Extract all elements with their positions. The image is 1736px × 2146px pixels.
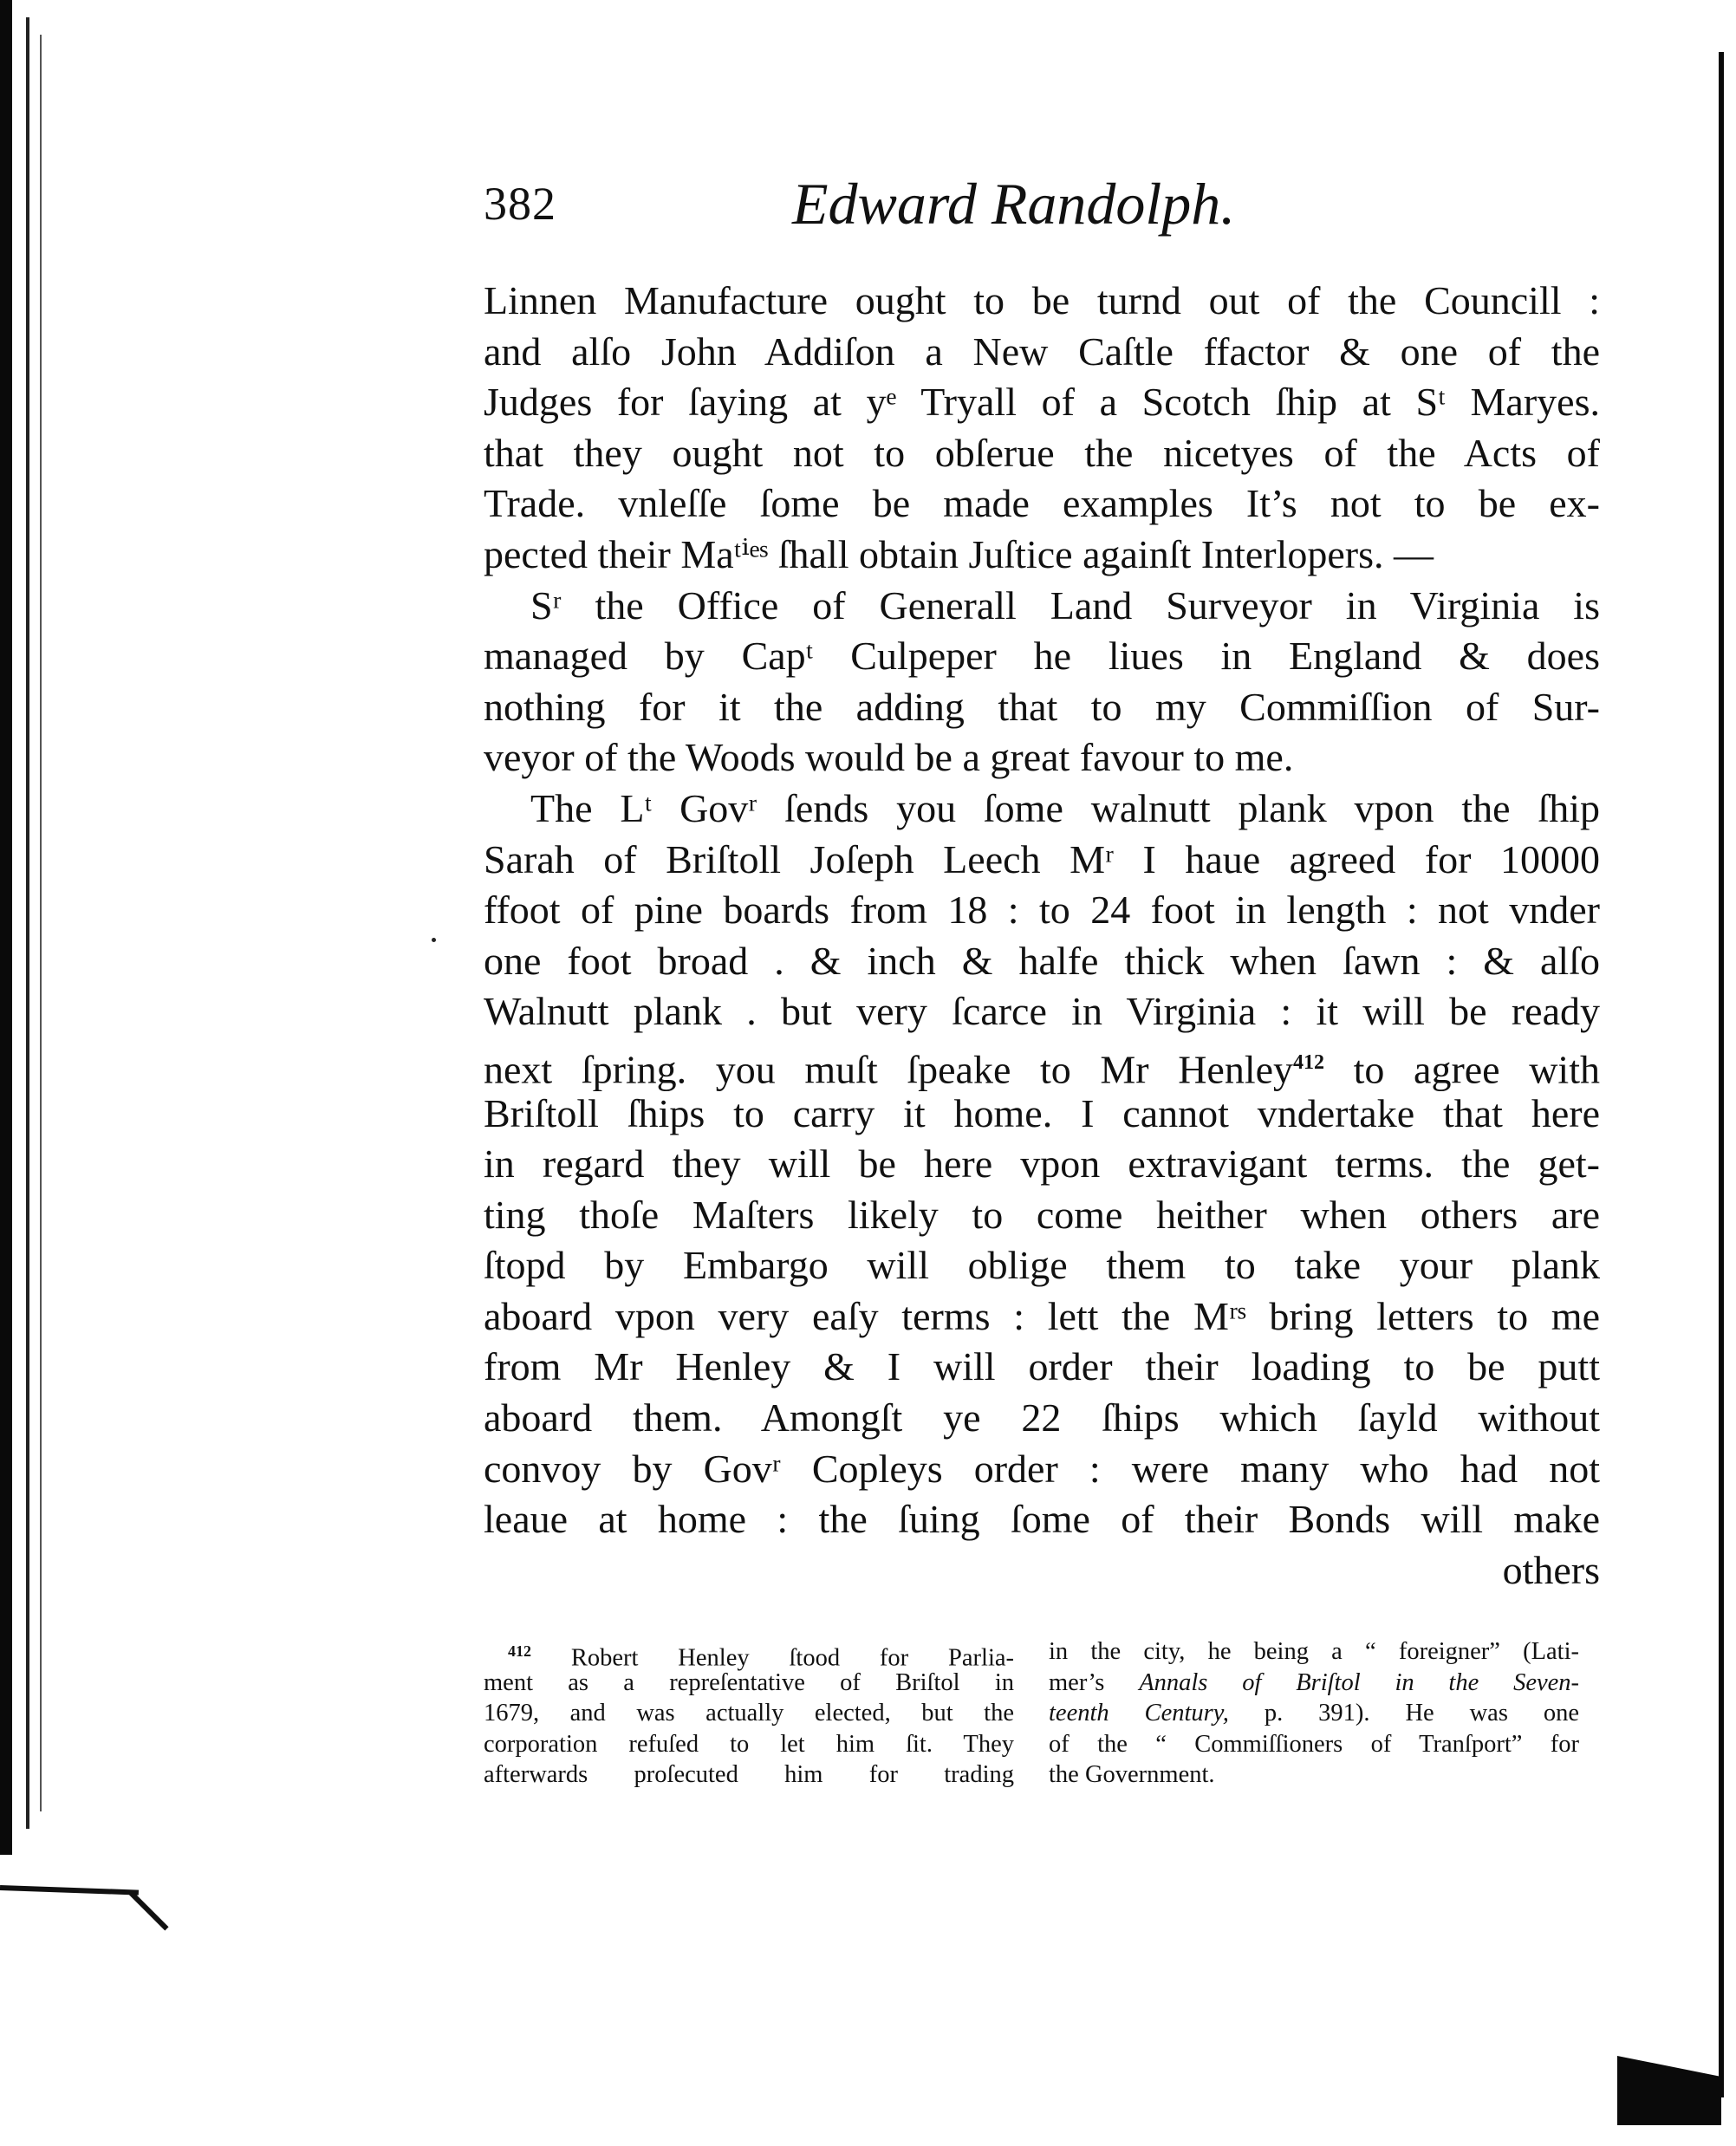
footnote-column-left xyxy=(484,1636,1014,1791)
footnote xyxy=(484,1636,1600,1792)
scan-edge-left-line xyxy=(40,35,42,1811)
text-line: Linnen Manufacture ought to be turnd out of the Councill : xyxy=(484,278,1600,322)
scan-edge-left xyxy=(0,0,12,1855)
text-line: Judges for ſaying at yᵉ Tryall of a Scotch ſhip at Sᵗ Maryes. xyxy=(484,380,1600,425)
footnote-line xyxy=(1049,1668,1579,1699)
text-line: ffoot of pine boards from 18 : to 24 foot in length : not vnder xyxy=(484,888,1600,933)
footnote-line: ment as a repreſentative of Briſtol in xyxy=(484,1668,1014,1696)
text-line xyxy=(484,1037,1600,1092)
text-line: convoy by Govʳ Copleys order : were many who had not xyxy=(484,1446,1600,1491)
page-title: Edward Randolph. xyxy=(792,171,1236,237)
footnote-citation-title: teenth Century, xyxy=(1049,1700,1229,1727)
text-line: ſtopd by Embargo will oblige them to take your plank xyxy=(484,1243,1600,1288)
text-segment: next ſpring. you muſt ſpeake to Mr Henley xyxy=(484,1047,1294,1092)
text-line: from Mr Henley & I will order their loading to be putt xyxy=(484,1344,1600,1389)
text-line: that they ought not to obſerue the nicetyes of the Acts of xyxy=(484,430,1600,475)
text-line: leaue at home : the ſuing ſome of their Bonds will make xyxy=(484,1497,1600,1542)
text-line: and alſo John Addiſon a New Caſtle ffactor & one of the xyxy=(484,328,1600,374)
text-line: ting thoſe Maſters likely to come heither when others are xyxy=(484,1192,1600,1237)
text-line: in regard they will be here vpon extravigant terms. the get- xyxy=(484,1141,1600,1187)
scan-edge-mark xyxy=(128,1890,169,1931)
text-line: aboard them. Amongſt ye 22 ſhips which ſayld without xyxy=(484,1395,1600,1440)
text-line: Sarah of Briſtoll Joſeph Leech Mʳ I haue agreed for 10000 xyxy=(484,836,1600,881)
text-line: aboard vpon very eaſy terms : lett the Mʳˢ bring letters to me xyxy=(484,1293,1600,1338)
footnote-text: Robert Henley ſtood for Parlia- xyxy=(570,1644,1015,1672)
footnote-marker: 412 xyxy=(508,1642,531,1660)
scan-speck xyxy=(432,938,436,942)
text-line: managed by Capᵗ Culpeper he liues in England & does xyxy=(484,634,1600,679)
footnote-line: in the city, he being a “ foreigner” (Lati- xyxy=(1049,1638,1579,1665)
footnote-reference: 412 xyxy=(1293,1050,1325,1074)
footnote-line: afterwards proſecuted him for trading xyxy=(484,1761,1014,1788)
text-line: Walnutt plank . but very ſcarce in Virginia : it will be ready xyxy=(484,989,1600,1034)
footnote-line xyxy=(1049,1698,1579,1729)
text-line: Sʳ the Office of Generall Land Surveyor in Virginia is xyxy=(530,582,1600,628)
footnote-citation-title: Annals of Briſtol in the Seven- xyxy=(1139,1668,1580,1696)
footnote-column-right xyxy=(1049,1636,1579,1791)
footnote-line: the Government. xyxy=(1049,1761,1215,1788)
text-line: The Lᵗ Govʳ ſends you ſome walnutt plank vpon the ſhip xyxy=(530,785,1600,830)
footnote-line: of the “ Commiſſioners of Tranſport” for xyxy=(1049,1730,1579,1758)
running-head xyxy=(484,170,1602,239)
text-line: one foot broad . & inch & halfe thick when ſawn : & alſo xyxy=(484,938,1600,983)
text-line: veyor of the Woods would be a great favour to me. xyxy=(484,735,1294,780)
text-line: nothing for it the adding that to my Commiſſion of Sur- xyxy=(484,684,1600,729)
scan-edge-mark xyxy=(0,1885,139,1896)
text-line: Trade. vnleſſe ſome be made examples It’s not to be ex- xyxy=(484,481,1600,526)
footnote-line: 1679, and was actually elected, but the xyxy=(484,1700,1014,1727)
text-segment: to agree with xyxy=(1353,1047,1600,1092)
footnote-line xyxy=(484,1636,1015,1672)
scan-edge-corner xyxy=(1617,2056,1721,2125)
text-line: Briſtoll ſhips to carry it home. I cannot vndertake that here xyxy=(484,1090,1600,1135)
page-number: 382 xyxy=(484,178,556,230)
body-text xyxy=(484,276,1600,1596)
footnote-text: p. 391). He was one xyxy=(1264,1700,1579,1727)
scan-edge-left-line xyxy=(26,17,29,1829)
footnote-line: corporation refuſed to let him ſit. They xyxy=(484,1730,1014,1758)
scan-edge-right xyxy=(1719,52,1724,2097)
text-line: pected their Maᵗⁱᵉˢ ſhall obtain Juſtice againſt Interlopers. — xyxy=(484,531,1434,576)
footnote-text: mer’s xyxy=(1049,1668,1105,1696)
catchword: others xyxy=(1502,1547,1600,1592)
